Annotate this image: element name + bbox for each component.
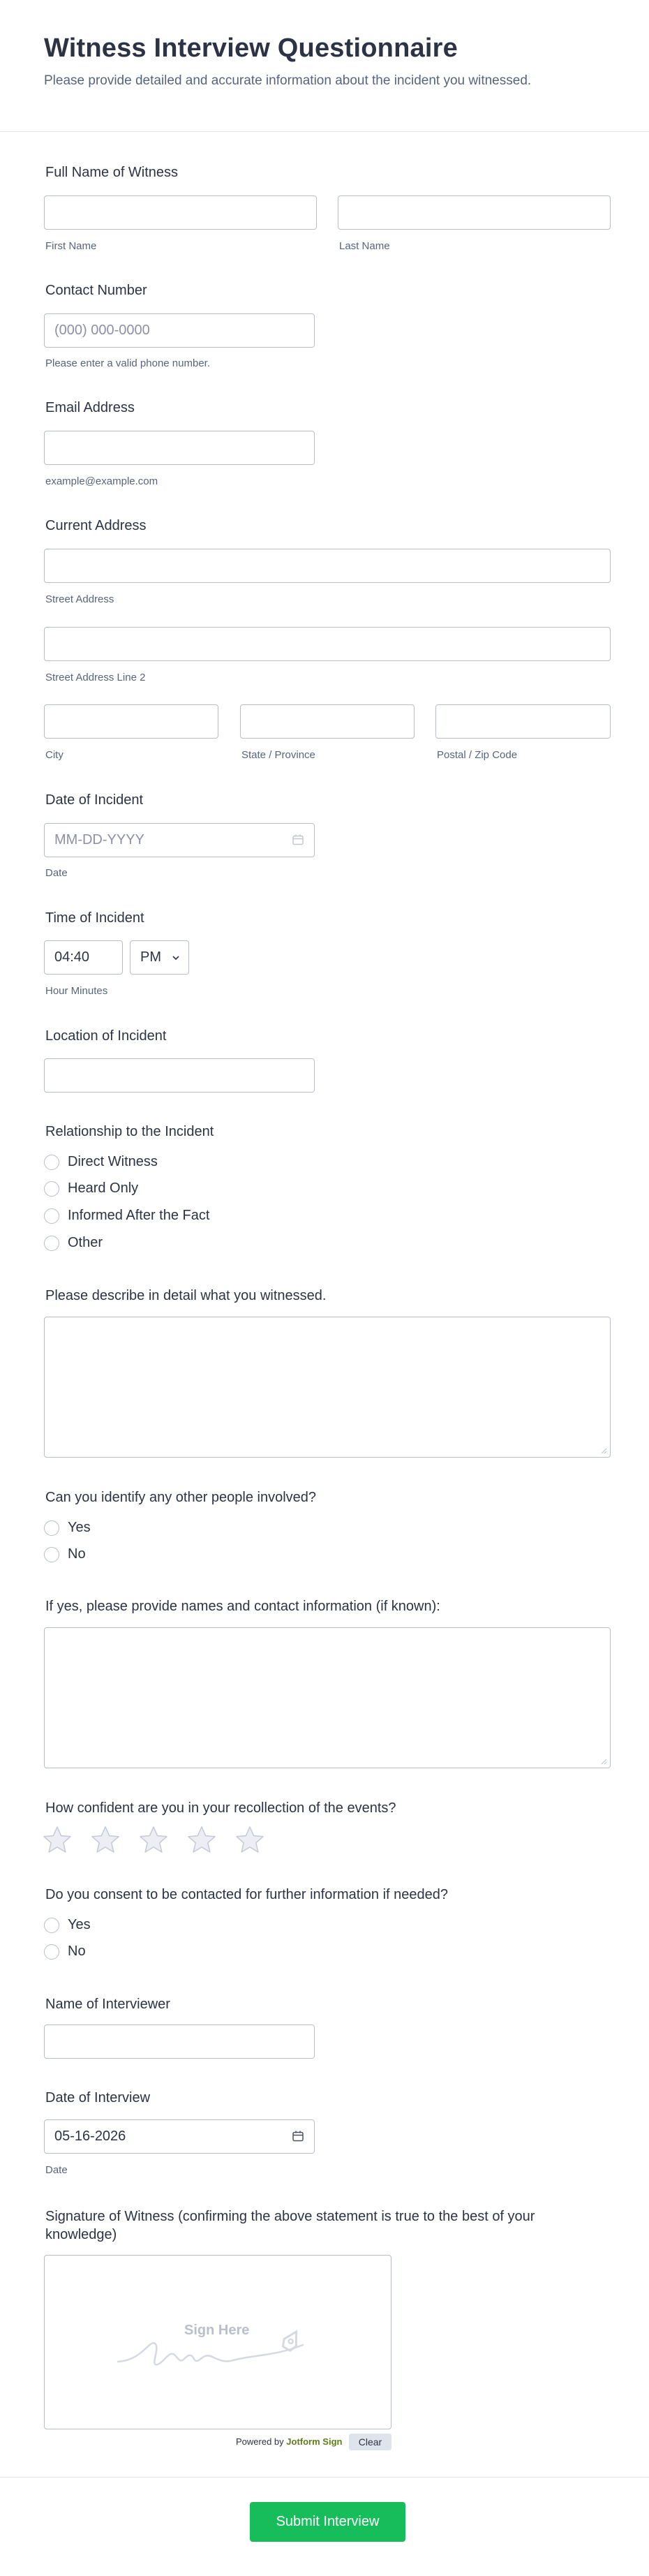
interviewer-label: Name of Interviewer (45, 1997, 170, 2012)
radio-circle[interactable] (44, 1944, 59, 1960)
powered-by-prefix: Powered by (236, 2436, 284, 2447)
full-name-label: Full Name of Witness (45, 165, 179, 180)
form-subtitle: Please provide detailed and accurate information about the incident you witnessed. (44, 73, 532, 88)
radio-circle[interactable] (44, 1547, 59, 1562)
calendar-icon[interactable] (292, 834, 304, 846)
radio-circle[interactable] (44, 1918, 59, 1933)
consent-label: Do you consent to be contacted for further information if needed? (45, 1887, 449, 1902)
form-header (44, 34, 616, 89)
email-sublabel: example@example.com (45, 475, 158, 487)
incident-time-input[interactable] (44, 940, 123, 975)
signature-pad[interactable] (44, 2255, 391, 2429)
location-label: Location of Incident (45, 1028, 167, 1044)
radio-label: Heard Only (68, 1180, 139, 1196)
radio-label: Direct Witness (68, 1154, 158, 1169)
star-icon[interactable] (42, 1825, 73, 1856)
location-input[interactable] (44, 1058, 315, 1093)
email-input[interactable] (44, 431, 315, 465)
confidence-label: How confident are you in your recollection of the events? (45, 1800, 396, 1816)
interview-date-input[interactable] (44, 2119, 315, 2154)
radio-circle[interactable] (44, 1520, 59, 1536)
street-address-sublabel: Street Address (45, 593, 114, 605)
relationship-option-direct-witness[interactable] (44, 1154, 158, 1170)
incident-date-input[interactable] (44, 823, 315, 857)
radio-label: No (68, 1546, 86, 1562)
radio-label: Yes (68, 1917, 91, 1932)
phone-placeholder: (000) 000-0000 (54, 323, 150, 338)
state-input[interactable] (240, 704, 415, 739)
relationship-option-heard-only[interactable] (44, 1180, 138, 1197)
street-address-2-input[interactable] (44, 627, 611, 661)
radio-label: Informed After the Fact (68, 1208, 210, 1223)
form-title: Witness Interview Questionnaire (44, 34, 458, 63)
first-name-input[interactable] (44, 195, 317, 230)
incident-time-value: 04:40 (54, 949, 90, 965)
relationship-label: Relationship to the Incident (45, 1124, 214, 1139)
incident-date-sublabel: Date (45, 867, 68, 879)
footer-divider (0, 2477, 649, 2478)
resize-grip-icon[interactable] (600, 1758, 607, 1765)
radio-label: Other (68, 1235, 103, 1250)
phone-sublabel: Please enter a valid phone number. (45, 357, 210, 369)
address-label: Current Address (45, 518, 147, 533)
radio-circle[interactable] (44, 1155, 59, 1170)
powered-by (236, 2436, 342, 2447)
radio-circle[interactable] (44, 1236, 59, 1251)
incident-date-placeholder: MM-DD-YYYY (54, 832, 144, 847)
star-icon[interactable] (138, 1825, 169, 1856)
zip-sublabel: Postal / Zip Code (437, 749, 518, 761)
first-name-sublabel: First Name (45, 240, 97, 252)
identify-option-no[interactable] (44, 1546, 86, 1562)
radio-label: Yes (68, 1520, 91, 1535)
incident-time-sublabel: Hour Minutes (45, 985, 108, 997)
interview-date-value: 05-16-2026 (54, 2129, 126, 2144)
city-input[interactable] (44, 704, 218, 739)
sign-here-hint: Sign Here (184, 2323, 250, 2338)
last-name-input[interactable] (338, 195, 611, 230)
calendar-icon[interactable] (292, 2130, 304, 2142)
clear-signature-button[interactable]: Clear (349, 2434, 391, 2450)
identify-option-yes[interactable] (44, 1520, 91, 1536)
relationship-option-other[interactable] (44, 1235, 103, 1251)
street-address-input[interactable] (44, 549, 611, 583)
ampm-select[interactable] (130, 940, 189, 975)
radio-circle[interactable] (44, 1181, 59, 1197)
radio-label: No (68, 1944, 86, 1959)
star-icon[interactable] (234, 1825, 265, 1856)
relationship-option-informed-after[interactable] (44, 1208, 209, 1224)
consent-option-yes[interactable] (44, 1917, 91, 1933)
describe-label: Please describe in detail what you witnessed. (45, 1288, 327, 1303)
jotform-sign-brand[interactable]: Jotform Sign (286, 2436, 343, 2447)
interviewer-input[interactable] (44, 2024, 315, 2059)
incident-date-label: Date of Incident (45, 792, 144, 808)
zip-input[interactable] (435, 704, 611, 739)
chevron-down-icon (172, 954, 180, 961)
contact-label: Contact Number (45, 283, 147, 298)
interview-date-label: Date of Interview (45, 2090, 151, 2105)
resize-grip-icon[interactable] (600, 1447, 607, 1454)
email-label: Email Address (45, 400, 135, 415)
incident-time-label: Time of Incident (45, 910, 144, 926)
star-icon[interactable] (90, 1825, 121, 1856)
names-info-label: If yes, please provide names and contact information (if known): (45, 1599, 440, 1614)
signature-label: Signature of Witness (confirming the above statement is true to the best of your knowledge) (45, 2209, 535, 2242)
street-address-2-sublabel: Street Address Line 2 (45, 672, 146, 683)
header-divider (0, 131, 649, 132)
interview-date-sublabel: Date (45, 2164, 68, 2176)
phone-input[interactable] (44, 313, 315, 348)
ampm-value: PM (140, 949, 161, 965)
star-icon[interactable] (186, 1825, 217, 1856)
submit-button[interactable]: Submit Interview (250, 2502, 405, 2542)
state-sublabel: State / Province (241, 749, 315, 761)
names-info-textarea[interactable] (44, 1627, 611, 1768)
city-sublabel: City (45, 749, 64, 761)
identify-label: Can you identify any other people involved? (45, 1490, 317, 1505)
consent-option-no[interactable] (44, 1944, 86, 1960)
radio-circle[interactable] (44, 1208, 59, 1224)
last-name-sublabel: Last Name (339, 240, 390, 252)
describe-textarea[interactable] (44, 1317, 611, 1458)
